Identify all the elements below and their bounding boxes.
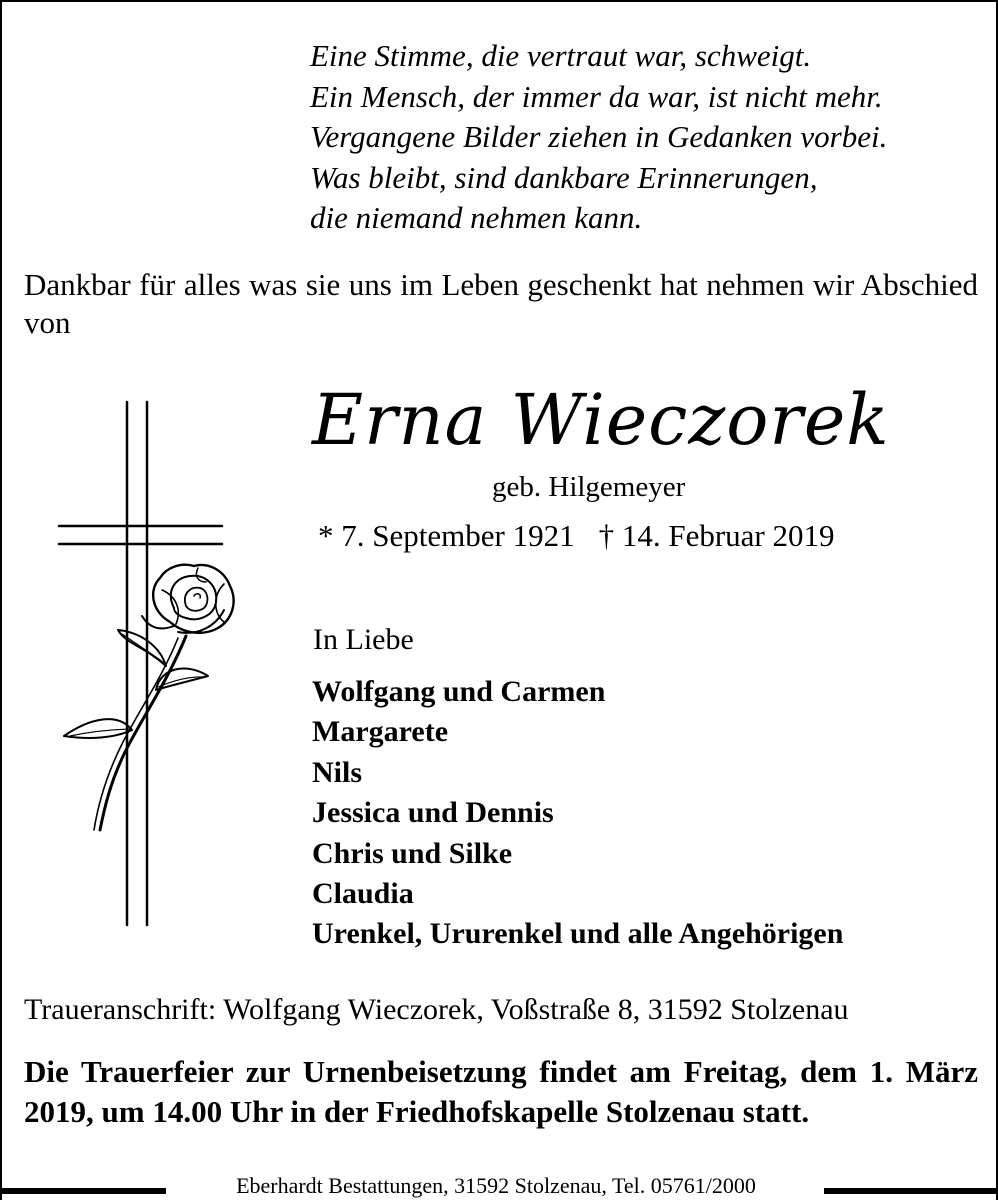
ceremony-notice: Die Trauerfeier zur Urnenbeisetzung findet am Freitag, dem 1. März 2019, um 14.00 Uhr in der Friedhofskapelle Stolzenau statt.: [24, 1054, 978, 1129]
poem-line: Eine Stimme, die vertraut war, schweigt.: [310, 38, 812, 73]
death-date: † 14. Februar 2019: [598, 518, 835, 553]
list-item: Wolfgang und Carmen: [312, 675, 606, 708]
footer: [0, 1172, 998, 1200]
poem-line: die niemand nehmen kann.: [310, 200, 643, 235]
footer-rule-right: [824, 1188, 998, 1194]
mourning-address: Traueranschrift: Wolfgang Wieczorek, Voßstraße 8, 31592 Stolzenau: [24, 993, 849, 1026]
cross-with-rose-icon: [48, 400, 248, 940]
poem: [310, 36, 887, 239]
mourners-list: [312, 672, 843, 955]
birth-name: geb. Hilgemeyer: [492, 471, 686, 503]
list-item: Chris und Silke: [312, 836, 513, 870]
footer-rule-left: [0, 1188, 166, 1194]
list-item: Urenkel, Ururenkel und alle Angehörigen: [312, 917, 844, 951]
funeral-home-info: Eberhardt Bestattungen, 31592 Stolzenau, Tel. 05761/2000: [236, 1173, 756, 1198]
poem-line: Was bleibt, sind dankbare Erinnerungen,: [310, 159, 818, 195]
poem-line: Ein Mensch, der immer da war, ist nicht mehr.: [310, 78, 883, 114]
birth-date: * 7. September 1921: [318, 518, 575, 553]
list-item: Nils: [312, 755, 363, 789]
list-item: Claudia: [312, 877, 414, 911]
in-love-label: In Liebe: [313, 623, 414, 656]
list-item: Margarete: [312, 715, 449, 749]
poem-line: Vergangene Bilder ziehen in Gedanken vorbei.: [310, 119, 888, 154]
life-dates: [318, 518, 834, 554]
list-item: Jessica und Dennis: [312, 796, 554, 830]
intro-text: Dankbar für alles was sie uns im Leben geschenkt hat nehmen wir Abschied von: [24, 267, 978, 340]
deceased-name: Erna Wieczorek: [312, 379, 890, 461]
